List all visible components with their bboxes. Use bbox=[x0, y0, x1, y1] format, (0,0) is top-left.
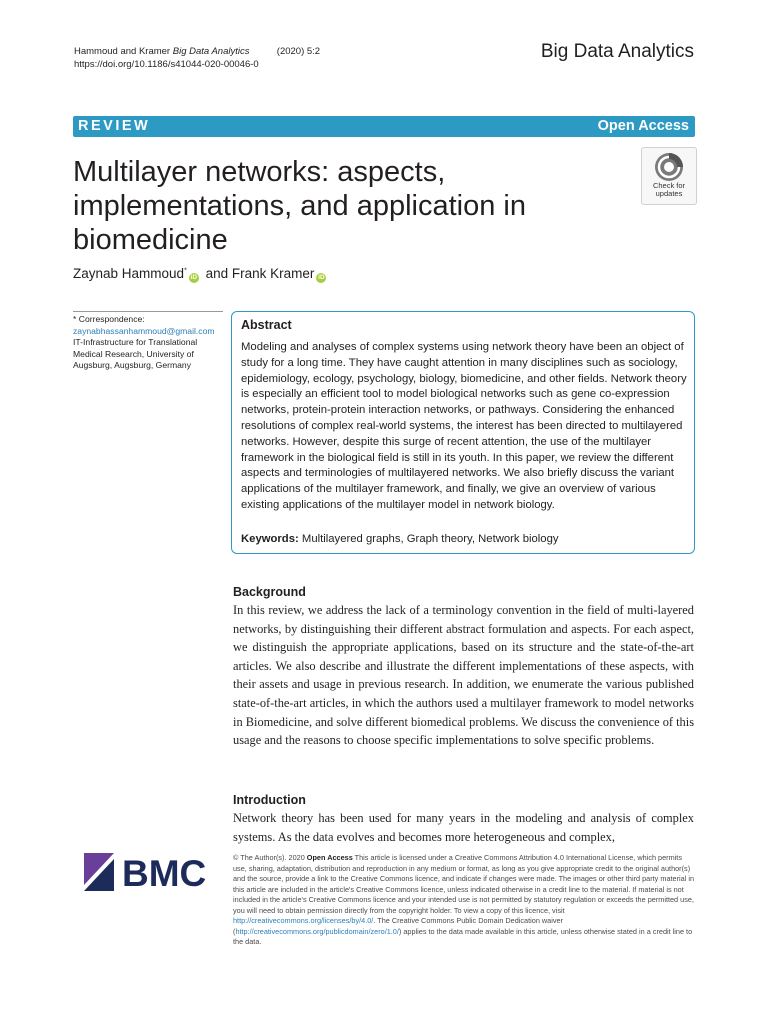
correspondence-label: * Correspondence: bbox=[73, 314, 145, 324]
article-type-label: REVIEW bbox=[78, 118, 151, 134]
bmc-logo-text: BMC bbox=[122, 853, 207, 893]
header-volume: (2020) 5:2 bbox=[276, 46, 321, 57]
running-header bbox=[74, 45, 320, 71]
license-open-access: Open Access bbox=[306, 853, 353, 862]
header-journal: Big Data Analytics bbox=[172, 46, 250, 57]
abstract-box bbox=[231, 311, 695, 554]
cc-zero-link[interactable]: http://creativecommons.org/publicdomain/zero/1.0/ bbox=[235, 926, 399, 936]
abstract-text: Modeling and analyses of complex systems using network theory have been an object of study for a long time. They have caught attention in many disciplines such as sociology, epidemiology, ecology, psychology, biology, biomedicine, and other fields. Network theory is especially an efficient tool to model biological networks such as gene co-expression networks, protein-protein interaction networks, or pathways. Considering the enhanced resolutions of complex real-world systems, the interest has been directed to multilayered networks. However, despite this surge of recent attention, the use of the multilayer framework in the biological field is still in its youth. In this paper, we review the different aspects and terminologies of multilayered networks. We also briefly discuss the variant applications of the multilayer framework, and finally, we give an overview of various existing applications of the multilayer model in network biology. bbox=[241, 341, 687, 511]
doi-link[interactable]: https://doi.org/10.1186/s41044-020-00046-0 bbox=[74, 59, 259, 70]
article-title: Multilayer networks: aspects, implementations, and application in biomedicine bbox=[73, 156, 526, 256]
open-access-label: Open Access bbox=[597, 118, 689, 134]
license-text: © The Author(s). 2020 Open Access This article is licensed under a Creative Commons Attribution 4.0 International License, which permits use, sharing, adaptation, distribution and reproduction in any medium or format, as long as you give appropriate credit to the original author(s) and the source, provide a link to the Creative Commons licence, and indicate if changes were made. The images or other third party material in this article are included in the article's Creative Commons licence, unless indicated otherwise in a credit line to the material. If material is not included in the article's Creative Commons licence and your intended use is not permitted by statutory regulation or exceeds the permitted use, you will need to obtain permission directly from the copyright holder. To view a copy of this licence, visit http://creativecommons.org/licenses/by/4.0/. The Creative Commons Public Domain Dedication waiver (http://creativecommons.org/publicdomain/zero/1.0/) applies to the data made available in this article, unless otherwise stated in a credit line to the data. bbox=[233, 853, 695, 946]
article-type-banner bbox=[73, 116, 695, 137]
keywords-list: Multilayered graphs, Graph theory, Network biology bbox=[301, 533, 559, 545]
bmc-logo bbox=[84, 853, 220, 893]
author-1[interactable]: Zaynab Hammoud bbox=[73, 266, 185, 281]
keywords-label: Keywords: bbox=[241, 533, 299, 545]
orcid-icon[interactable]: iD bbox=[190, 274, 198, 281]
author-2[interactable]: Frank Kramer bbox=[231, 266, 315, 281]
check-updates-icon bbox=[654, 152, 684, 182]
author-connector: and bbox=[205, 266, 229, 281]
correspondence-email[interactable]: zaynabhassanhammoud@gmail.com bbox=[73, 325, 215, 336]
orcid-icon[interactable]: iD bbox=[318, 274, 325, 281]
corresponding-mark: * bbox=[184, 267, 187, 275]
journal-name: Big Data Analytics bbox=[540, 41, 694, 62]
header-authors: Hammoud and Kramer bbox=[74, 46, 171, 57]
copyright: © The Author(s). 2020 bbox=[233, 853, 305, 862]
introduction-heading: Introduction bbox=[233, 793, 306, 807]
abstract-heading: Abstract bbox=[241, 318, 292, 332]
author-list bbox=[73, 266, 329, 283]
introduction-text: Network theory has been used for many years in the modeling and analysis of complex systems. As the data evolves and becomes more heterogeneous and complex, bbox=[233, 811, 694, 844]
check-updates-label: Check for updates bbox=[652, 181, 686, 198]
affiliation: IT-Infrastructure for Translational Medical Research, University of Augsburg, Augsburg, Germany bbox=[73, 337, 198, 371]
keywords bbox=[241, 533, 559, 545]
background-heading: Background bbox=[233, 585, 306, 599]
cc-by-link[interactable]: http://creativecommons.org/licenses/by/4.0/ bbox=[233, 916, 374, 925]
background-text: In this review, we address the lack of a terminology convention in the field of multi-layered networks, by distinguishing their different abstract formulation and aspects. For each aspect, we distinguish the appropriate applications, based on its structure and the state-of-the-art articles. We also describe and illustrate the different implementations of these aspects, with their assets and usage in previous research. In addition, we enumerate the various published state-of-the-art articles, in which the authors used a multilayer framework to model networks in Biomedicine, and solve different biomedical problems. We discuss the convenience of this usage and the reasons to choose specific implementations to solve specific problems. bbox=[233, 603, 695, 748]
check-for-updates-button[interactable] bbox=[641, 147, 697, 205]
correspondence-block bbox=[73, 314, 223, 372]
